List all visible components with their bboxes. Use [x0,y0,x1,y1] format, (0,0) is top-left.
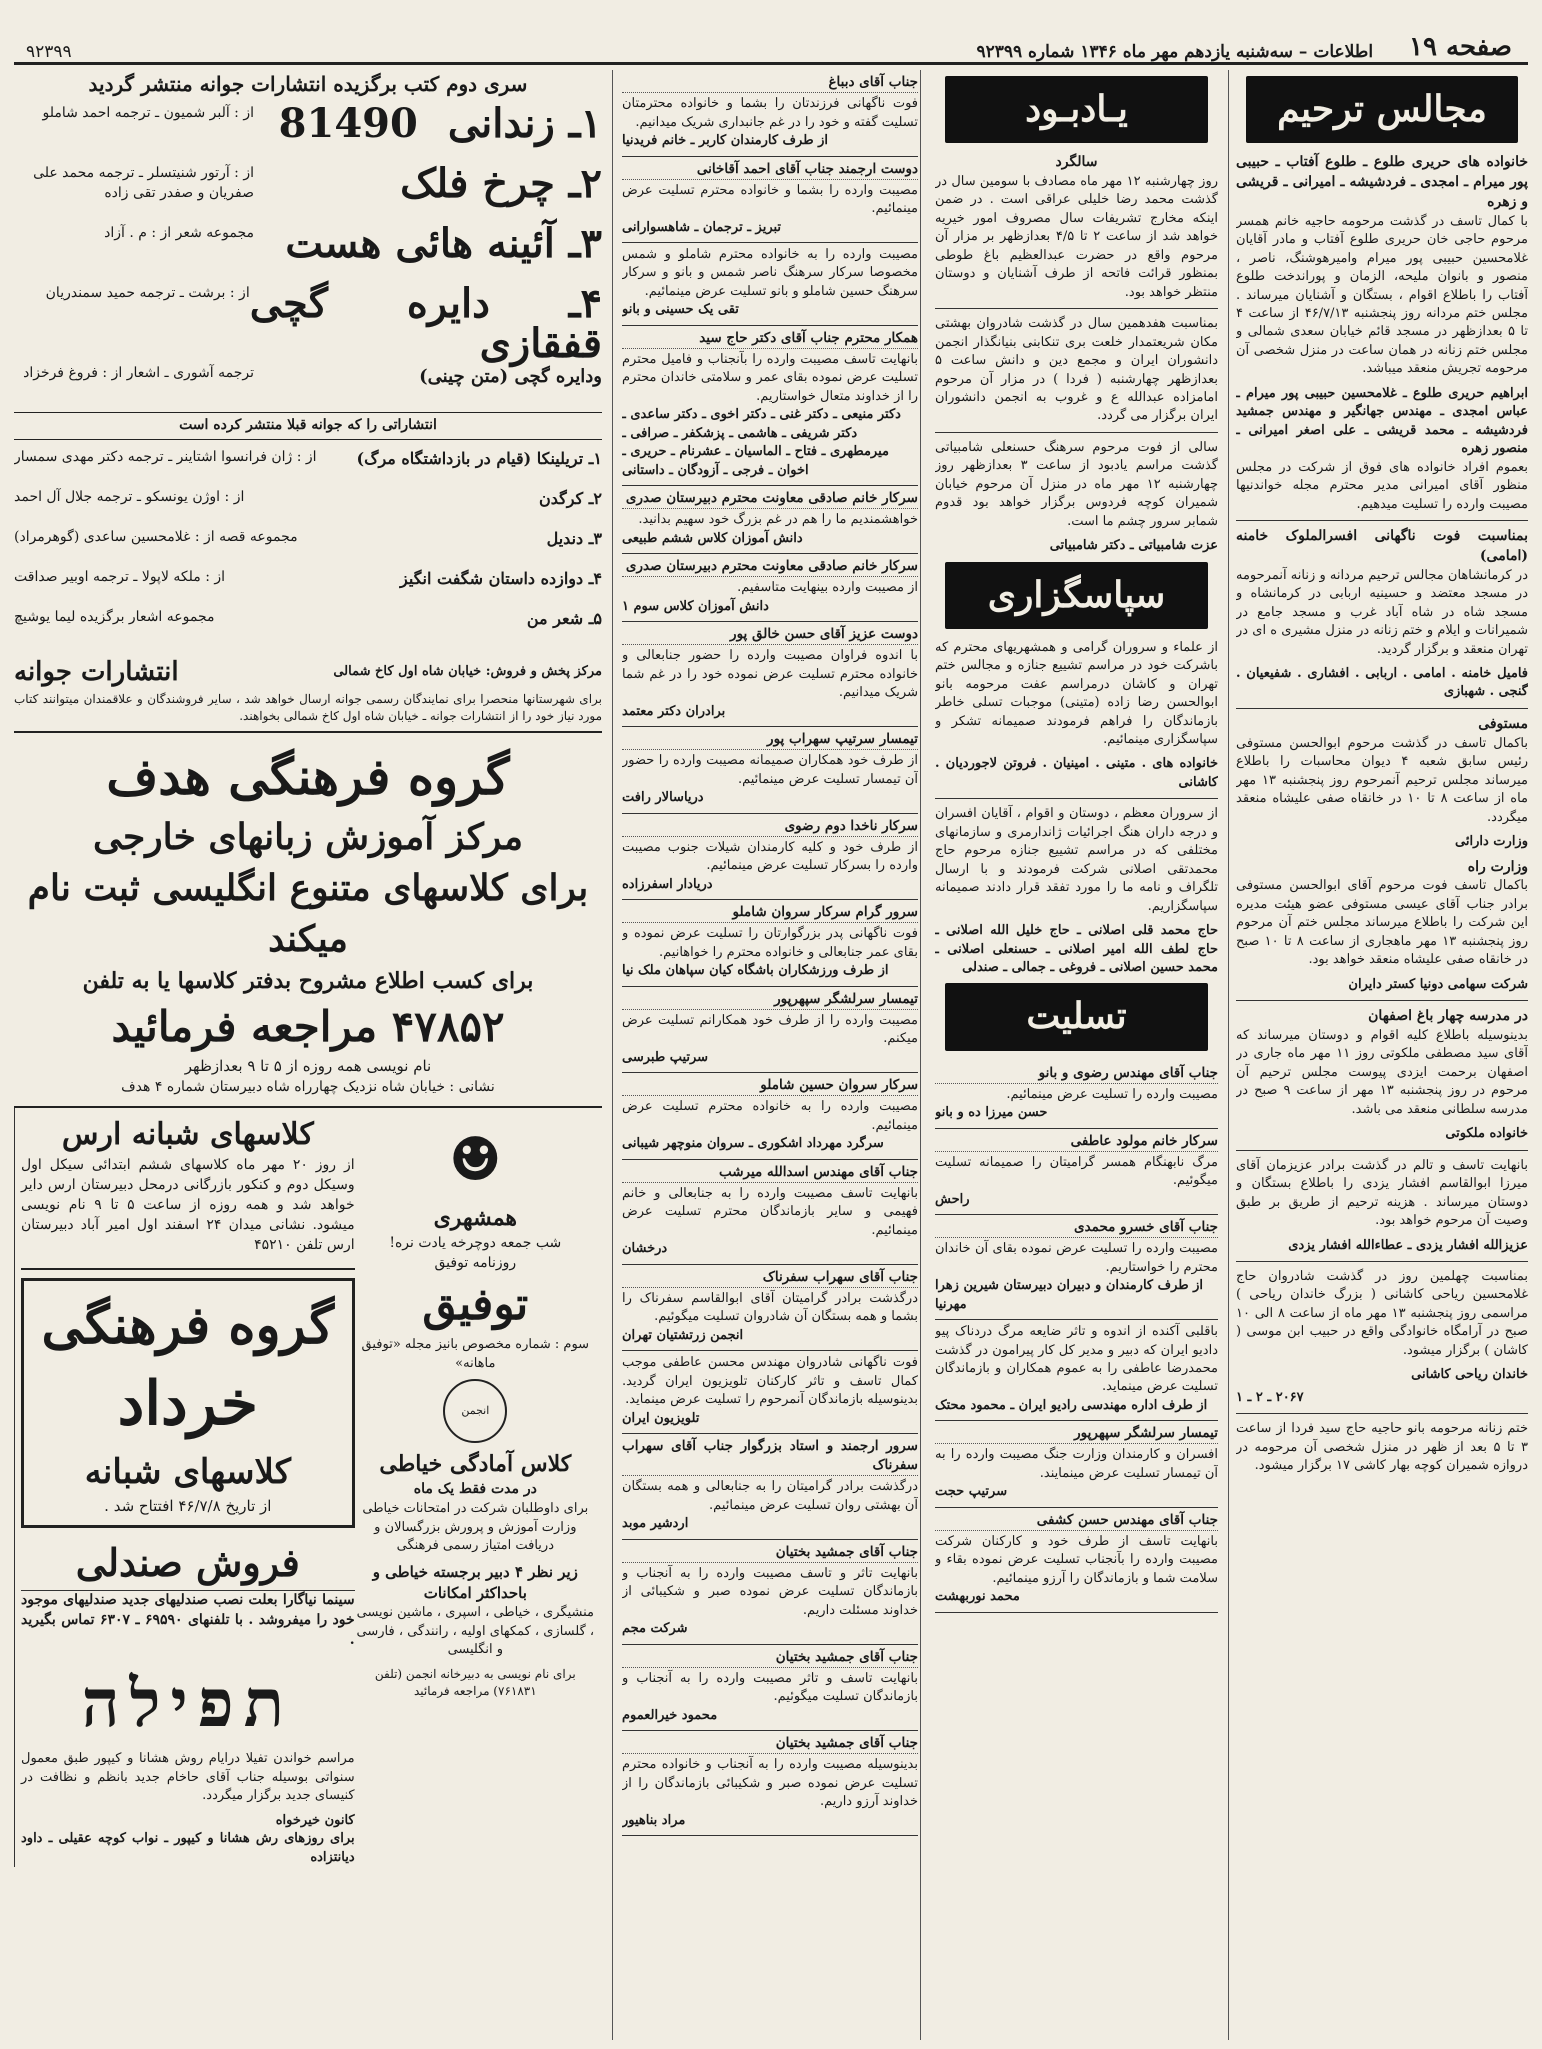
notice-signature: اردشیر موبد [622,1516,689,1532]
notice-text: فوت ناگهانی شادروان مهندس محسن عاطفی موجب کمال تاسف و تاثر کارکنان تلویزیون ایران گردید. بدینوسیله بازماندگان آنمرحوم را تسلیت عرض مینماید. [622,1355,918,1408]
notice-title: سرور گرام سرکار سروان شاملو [622,903,918,923]
notice-title: بمناسبت فوت ناگهانی افسرالملوک خامنه (امامی) [1236,527,1528,564]
book-code: 81490 [278,100,418,148]
column-rule [612,70,613,2040]
hadaf-phone: ۴۷۸۵۲ مراجعه فرمائید [111,1001,505,1051]
notice-text: بانهایت تاسف مصیبت وارده را بآنجناب و فامیل محترم تسلیت عرض نموده بقای عمر و سلامتی خاندان محترم را از خداوند متعال خواستاریم. [622,352,918,404]
society-seal: انجمن [443,1379,507,1443]
notice-signature: از طرف کارمندان کاربر ـ خانم فریدنیا [622,133,828,149]
tfila-text: مراسم خواندن تفیلا درایام روش هشانا و کیپور طبق معمول سنواتی بوسیله جناب آقای حاخام جدید بانظم و نظافت در کنیسای جدید برگزار میگردد. [21,1751,355,1804]
book-author: ترجمه آشوری ـ اشعار از : فروغ فرخزاد [23,365,254,382]
notice-text: سالی از فوت مرحوم سرهنگ حسنعلی شامبیاتی گذشت مراسم یادبود از ساعت ۳ بعدازظهر روز چهارشنبه ۱۲ مهر ماه در منزل آن مرحوم خیابان شمیران کوچه فردوس برگزار خواهد بود قدوم شمابر سرور چشم ما است. [935,439,1218,529]
notice-title: سرور ارجمند و استاد بزرگوار جناب آقای سهراب سفرناک [622,1437,918,1476]
book-author: از : آلبر شمیون ـ ترجمه احمد شاملو [42,105,254,122]
publisher-logo: انتشارات جوانه [14,657,179,688]
notice-signature: راحش [935,1191,970,1207]
notice-text: در کرمانشاهان مجالس ترحیم مردانه و زنانه آنمرحومه در مسجد معتضد و حسینیه اربابی در کرمانشاه و مسجد شاه در شاه آباد غرب و مسجد جامع در شمیرانات و ایلام و ختم زنانه در منزل مشیری ه ای در تهران منعقد و برگزار گردید. [1236,567,1528,657]
aras-ad [21,1108,355,1270]
notice-text: با اندوه فراوان مصیبت وارده را حضور جنابعالی و خانواده محترم تسلیت عرض نموده خود را در غم شما شریک میدانیم. [622,648,918,701]
notice-signature: محمد نوربهشت [935,1589,1020,1605]
book-title: ۴ـ دایره گچی قفقازی [249,280,602,368]
book-title: ودایره گچی (متن چینی) [419,366,602,388]
notice-text: باکمال تاسف فوت مرحوم آقای ابوالحسن مستوفی برادر جناب آقای عیسی مستوفی عضو هیئت مدیره این شرکت را باطلاع میرساند مجلس ختم آن مرحوم روز پنجشنبه ۱۳ مهر ماهجاری از ساعت ۸ تا ۱۰ صبح در خانقاه صفی علیشاه منعقد خواهد بود. [1236,878,1528,968]
chair-sale-title: فروش صندلی [21,1536,355,1591]
notice-signature: تلویزیون ایران [622,1410,700,1426]
notice-text: از طرف خود همکاران صمیمانه مصیبت وارده را حضور آن تیمسار تسلیت عرض مینمائیم. [622,753,918,787]
column-ads [14,70,602,2040]
notice-text: با کمال تاسف در گذشت مرحومه حاجیه خانم همسر مرحوم حاجی خان حریری طلوع آفتاب و مادر آقایان غلامحسین حبیبی پور میرام وامیرهوشنگ، ناصر ، منصور و بانوان ملیحه، الزمان و پوراندخت طلوع آفتاب را باطلاع اقوام ، بستگان و آشنایان میرساند . مجلس ختم مردانه روز پنجشنبه ۴۶/۷/۱۳ از ساعت ۴ تا ۵ بعدازظهر در مسجد قائم خیابان سعدی شمالی و مجلس ختم زنانه در همان ساعت در منزل شخصی آن مرحومه تجریش منعقد میباشد. [1236,213,1528,377]
tofigh-line2: روزنامه توفیق [434,1254,517,1271]
notice-title: جناب آقای جمشید بختیان [622,1648,918,1668]
tfila-ad [21,1657,355,1867]
book-title: ۳ـ آئینه هائی هست [285,220,602,268]
notice-text: از طرف خود و کلیه کارمندان شیلات جنوب مصیبت وارده را بسرکار تسلیت عرض مینمائیم. [622,839,918,874]
notice-title: جناب آقای جمشید بختیان [622,1734,918,1754]
notice-signature: از طرف اداره مهندسی رادیو ایران ـ محمود محتک [935,1397,1208,1413]
notice-text: خواهشمندیم ما را هم در غم بزرگ خود سهیم بدانید. [638,512,918,528]
notice-title: جناب آقای مهندس رضوی و بانو [935,1064,1218,1084]
notice-signature: حاج محمد قلی اصلانی ـ حاج خلیل الله اصلانی ـ حاج لطف الله امیر اصلانی ـ حسنعلی اصلانی ـ محمد حسین اصلانی ـ فروغی ـ جمالی ـ صندلی [935,923,1218,975]
section-banner-memorial: مجالس ترحیم [1246,76,1518,143]
newspaper-info: اطلاعات – سه‌شنبه یازدهم مهر ماه ۱۳۴۶ شماره ۹۲۳۹۹ [976,42,1374,62]
column-remembrance [935,70,1218,2040]
notice-signature: حسن میرزا ده و بانو [935,1105,1048,1121]
notice-signature: سرتیپ طبرسی [622,1049,709,1065]
notice-title: جناب آقای خسرو محمدی [935,1218,1218,1238]
book-author: از : برشت ـ ترجمه حمید سمندریان [45,285,250,302]
khayati-feature: زیر نظر ۴ دبیر برجسته خیاطی و باحداکثر امکانات [372,1562,578,1602]
notice-signature: خانواده ملکوتی [1445,1126,1528,1142]
notice-title: سرکار خانم صادقی معاونت محترم دبیرستان صدری [622,489,918,509]
notice-text: از مصیبت وارده بینهایت متاسفیم. [737,580,918,596]
aras-title: کلاسهای شبانه ارس [61,1116,314,1152]
page-number: صفحه ۱۹ [1409,32,1512,62]
tofigh-subtitle: سوم : شماره مخصوص بانیز مجله «توفیق ماهانه» [361,1337,590,1371]
book-author: مجموعه شعر از : م . آزاد [104,225,254,242]
notice-signature: سرتیپ حجت [935,1484,1008,1500]
notice-text: بانهایت تاسف و تالم در گذشت برادر عزیزمان آقای میرزا ابوالقاسم افشار یزدی را باطلاع بستگان و دوستان میرساند . هزینه ترحیم از طریق بر طبق وصیت آن مرحوم خواهد بود. [1236,1157,1528,1229]
notice-title: سرکار خانم مولود عاطفی [935,1132,1218,1152]
notice-text: فوت ناگهانی فرزندتان را بشما و خانواده محترمتان تسلیت گفته و خود را در غم جانبداری شریک میدانیم. [622,96,918,130]
notice-text: بانهایت تاسف و تاثر مصیبت وارده را به آنجناب و بازماندگان تسلیت میگوئیم. [622,1670,918,1705]
notice-text: مرگ نابهنگام همسر گرامیتان را صمیمانه تسلیت میگوئیم. [935,1154,1218,1189]
hamshahri-mascot-icon: ☻ [448,1124,503,1195]
notice-signature: عزت شامبیاتی ـ دکتر شامبیاتی [1049,538,1218,554]
notice-title: دوست ارجمند جناب آقای احمد آقاخانی [622,160,918,180]
notice-text: بانهایت تاسف از طرف خود و کارکنان شرکت مصیبت وارده را بآنجناب تسلیت عرض نموده بقاء و سلامت شما و بازماندگان را آرزو مینمائیم. [935,1534,1218,1586]
notice-signature: برادران دکتر معتمد [622,703,726,719]
books-previous-heading: انتشاراتی را که جوانه قبلا منتشر کرده است [14,412,602,440]
notice-text: مصیبت وارده را به خانواده محترم شاملو و شمس مخصوصا سرکار سرهنگ ناصر شمس و بانو و سرکار سرهنگ حسین شاملو و بانو تسلیت عرض مینمائیم. [622,247,918,299]
notice-signature: دریاسالار رافت [622,790,704,806]
khordad-name: خرداد [117,1369,258,1440]
notice-signature: تقی یک حسینی و بانو [622,302,739,318]
notice-signers: ابراهیم حریری طلوع ـ غلامحسین حبیبی پور میرام ـ عباس امجدی ـ مهندس جهانگیر و مهندس جمشید فردشیشه ـ محمد قریشی ـ علی اصغر امیرانی ـ منصور زهره [1236,385,1528,457]
notice-title: دوست عزیز آقای حسن خالق پور [622,625,918,645]
books-ad [14,70,602,733]
notice-text: مصیبت وارده را بشما و خانواده محترم تسلیت عرض مینمائیم. [622,182,918,217]
notice-text: بدینوسیله مصیبت وارده را به آنجناب و خانواده محترم تسلیت عرض نموده صبر و شکیبائی بازماندگان را از خداوند آرزو داریم. [622,1757,918,1810]
tfila-signature: کانون خیرخواه [275,1812,355,1828]
notice-title: جناب آقای دبباغ [622,73,918,93]
notice-text: باکمال تاسف در گذشت مرحوم ابوالحسن مستوفی رئیس سابق شعبه ۴ دیوان محاسبات را باطلاع میرساند مجلس ترحیم آنمرحوم روز پنجشنبه ۱۳ مهر ماه از ساعت ۸ تا ۱۰ در خانقاه صفی علیشاه منعقد میگردد. [1236,735,1528,825]
hadaf-info: برای کسب اطلاع مشروح بدفتر کلاسها یا به تلفن [82,967,534,994]
book-author: از : ژان فرانسوا اشتاینر ـ ترجمه دکتر مهدی سمسار [14,449,317,466]
hadaf-time: نام نویسی همه روزه از ۵ تا ۹ بعدازظهر [184,1057,432,1076]
aras-text: از روز ۲۰ مهر ماه کلاسهای ششم ابتدائی سیکل اول وسیکل دوم و کنکور بازرگانی درمحل دبیرستان ارس دایر خواهد شد و همه روزه از ساعت ۵ تا ۹ نام نویسی میشود. نشانی میدان ۲۴ اسفند اول امیر آباد دبیرستان ارس تلفن ۴۵۲۱۰ [21,1157,355,1253]
notice-signature: خانواده های . متینی . امینیان . فروتن لاجوردیان . کاشانی [935,756,1218,790]
page-header [14,10,1528,65]
notice-signature: شرکت سهامی دونیا کستر دایران [1348,976,1528,992]
notice-signature: فامیل خامنه . امامی . اربابی . افشاری . شفیعیان . گنجی . شهبازی [1236,666,1528,700]
notice-title: خانواده های حریری طلوع ـ طلوع آفتاب ـ حبیبی پور میرام ـ امجدی ـ فردشیشه ـ امیرانی ـ قریشی و زهره [1236,154,1528,210]
notice-title: جناب آقای مهندس اسدالله میرشب [622,1163,918,1183]
notice-signature: انجمن زرتشتیان تهران [622,1327,744,1343]
book-title: ۲ـ چرخ فلک [400,160,602,208]
notice-title: سالگرد [1055,154,1098,171]
khayati-title: کلاس آمادگی خیاطی [379,1451,572,1478]
book-author: مجموعه اشعار برگزیده لیما یوشیچ [14,609,215,626]
notice-signature: از طرف کارمندان و دبیران دبیرستان شیرین زهرا مهرنیا [935,1278,1204,1312]
hadaf-ad [14,733,602,1107]
issue-serial: ۹۲۳۹۹ [26,42,72,62]
notice-signature: تبریز ـ ترجمان ـ شاهسوارانی [622,219,782,235]
notice-text: از سروران معظم ، دوستان و اقوام ، آقایان افسران و درجه داران هنگ اجرائیات ژاندارمری و سازمانهای مختلفی که در مراسم تشییع جنازه مرحوم حاج محمدتقی اصلانی شرکت فرمودند و با ارسال تلگراف و نامه ما را مورد تفقد قرار دادند صمیمانه سپاسگزاریم. [935,806,1218,914]
book-author: از : آرتور شنیتسلر ـ ترجمه محمد علی صفریان و صفدر تقی زاده [33,165,254,202]
hamshahri-caption: همشهری [433,1204,518,1231]
notice-title: جناب آقای سهراب سفرناک [622,1268,918,1288]
tfila-hebrew-title: תפילה [81,1663,294,1742]
hadaf-subtitle2: برای کلاسهای متنوع انگلیسی ثبت نام میکند [27,867,589,961]
book-title: ۱ـ زندانی [447,100,602,148]
notice-signature: خاندان ریاحی کاشانی [1411,1367,1528,1383]
notice-title: تیمسار سرلشگر سپهرپور [622,990,918,1010]
notice-signature: دانش آموزان کلاس ششم طبیعی [622,530,803,546]
hadaf-address: نشانی : خیابان شاه نزدیک چهارراه شاه دبیرستان شماره ۴ هدف [121,1078,495,1095]
khayati-text: برای داوطلبان شرکت در امتحانات خیاطی وزارت آموزش و پرورش بزرگسالان و دریافت امتیاز رسمی فرهنگی [362,1501,589,1554]
books-headline: سری دوم کتب برگزیده انتشارات جوانه منتشر گردید [88,72,528,96]
notice-text: روز چهارشنبه ۱۲ مهر ماه مصادف با سومین سال در گذشت محمد رضا خلیلی عراقی است . در ضمن اینکه مخارج تشریفات سال مصروف امور خیریه خواهد شد از ساعت ۲ تا ۴/۵ بعدازظهر بر مزار آن مرحوم واقع در حضرت عبدالعظیم باغ طوطی بمنظور قرائت فاتحه از طرف آشنایان و دوستان منتظر خواهد بود. [935,173,1218,300]
notice-signature: دریادار اسفرزاده [622,876,713,892]
notice-text: مصیبت وارده را تسلیت عرض مینمائیم. [1006,1086,1218,1102]
notice-signature: دانش آموزان کلاس سوم ۱ [622,598,769,614]
notice-signature: از طرف ورزشکاران باشگاه کیان سپاهان ملک نیا [622,963,889,979]
notice-title: جناب آقای مهندس حسن کشفی [935,1511,1218,1531]
notice-text: بعموم افراد خانواده های فوق از شرکت در مجلس منظور آقای امیرانی مدیر محترم مجله خواندنیها مصیبت وارده را تسلیت میدهیم. [1236,459,1528,512]
notice-text: مصیبت وارده را تسلیت عرض نموده بقای آن خاندان محترم را خواستاریم. [935,1241,1218,1275]
distribution-note: برای شهرستانها منحصرا برای نمایندگان رسمی جوانه ارسال خواهد شد ، سایر فروشندگان و علاقمندان میتوانند کتاب مورد نیاز خود را از انتشارات جوانه ـ خیابان شاه اول کاخ شمالی بخواهند. [14,692,602,724]
khordad-ad [21,1278,355,1529]
section-banner-remembrance: یـادبـود [945,76,1208,143]
column-rule [1228,70,1229,2040]
notice-title: سرکار سروان حسین شاملو [622,1076,918,1096]
notice-text: از علماء و سروران گرامی و همشهریهای محترم که باشرکت خود در مراسم تشییع جنازه و مجالس ختم تهران و کاشان درمراسم عفت مرحومه بانو ابوالحسن رضا زاده (متینی) موجبات تسلی خاطر بازماندگان را فراهم فرمودند صمیمانه تشکر و سپاسگزاری مینمائیم. [935,639,1218,747]
notice-signature: محمود خیرالعموم [622,1707,718,1723]
book-title: ۵ـ شعر من [526,609,602,629]
book-author: مجموعه قصه از : غلامحسین ساعدی (گوهرمراد) [14,529,298,546]
notice-text: مصیبت وارده را به خانواده محترم تسلیت عرض مینمائیم. [622,1099,918,1133]
column-rule [920,70,921,2040]
notice-text: بانهایت تاسف مصیبت وارده را به جنابعالی و خانم فهیمی و سایر بازماندگان محترم تسلیت عرض مینمائیم. [622,1186,918,1238]
notice-text: بمناسبت چهلمین روز در گذشت شادروان حاج غلامحسین ریاحی کاشانی ( بزرگ خاندان ریاحی ) مراسمی روز پنجشنبه ۱۳ مهر ماه از ساعت ۸ الی ۱۰ صبح در آرامگاه خانوادگی واقع در حبیب ابن موسی ( کاشان ) برگزار میشود. [1236,1268,1528,1358]
book-author: از : اوژن یونسکو ـ ترجمه جلال آل احمد [14,489,245,506]
notice-title: در مدرسه چهار باغ اصفهان [1368,1008,1528,1025]
book-author: از : ملکه لاپولا ـ ترجمه اوبیر صداقت [14,569,226,586]
chair-sale-text: سینما نیاگارا بعلت نصب صندلیهای جدید صندلیهای موجود خود را میفروشد . با تلفنهای ۶۹۵۹۰ ـ ۶۳۰۷ تماس بگیرید . [21,1592,355,1648]
book-title: ۱ـ تریلینکا (قیام در بازداشتگاه مرگ) [356,449,602,469]
notice-code: ۲۰۶۷ ـ ۲ ـ ۱ [1236,1389,1304,1405]
column-memorial [1236,70,1528,2040]
notice-text: ختم زنانه مرحومه بانو حاجیه حاج سید فردا از ساعت ۳ تا ۵ بعد از ظهر در منزل شخصی آن مرحومه در دروازه شمیران کوچه بهار کاشی ۱۷ برگزار میشود. [1236,1421,1528,1474]
notice-text: بمناسبت هفدهمین سال در گذشت شادروان بهشتی مکان شریعتمدار خلعت بری تنکابنی بنیانگذار انجمن دانشوران ایران و مجمع دین و دانش ساعت ۵ بعدازظهر چهارشنبه ( فردا ) در مزار آن مرحوم امامزاده عبدالله ع و غروب به انجمن دانشوران ایران برگزار می گردد. [935,316,1218,424]
notice-text: بانهایت تاثر و تاسف مصیبت وارده را به آنجناب و بازماندگان تسلیت عرض نموده صبر و شکیبائی از خداوند مسئلت داریم. [622,1565,918,1618]
notice-signature: عزیزالله افشار یزدی ـ عطاءالله افشار یزدی [1288,1237,1528,1253]
notice-text: درگذشت برادر گرامیتان آقای ابوالقاسم سفرناک را بشما و همه بستگان آن شادروان تسلیت میگوئیم. [622,1290,918,1325]
khayati-subtitle: در مدت فقط یک ماه [413,1481,537,1498]
tfila-note: برای روزهای رش هشانا و کیپور ـ نواب کوچه عقیلی ـ داود دیانتزاده [21,1831,355,1865]
notice-title: وزارت راه [1467,858,1528,875]
notice-signature: وزارت دارائی [1455,834,1528,850]
section-banner-thanks: سپاسگزاری [945,562,1208,629]
notice-signature: سرگرد مهرداد اشکوری ـ سروان منوچهر شیبانی [622,1136,884,1152]
notice-signature: شرکت مجم [622,1621,688,1637]
notice-signature: درخشان [622,1241,668,1257]
notice-title: تیمسار سرتیپ سهراب پور [622,730,918,750]
notice-title: همکار محترم جناب آقای دکتر حاج سید [622,329,918,349]
khayati-address: برای نام نویسی به دبیرخانه انجمن (تلفن ۷۶۱۸۳۱) مراجعه فرمائید [374,1666,576,1698]
notice-text: افسران و کارمندان وزارت جنگ مصیبت وارده را به آن تیمسار تسلیت عرض مینمایند. [935,1447,1218,1481]
notice-title: سرکار ناخدا دوم رضوی [622,817,918,837]
section-banner-condolence: تسلیت [945,983,1208,1050]
notice-title: سرکار خانم صادقی معاونت محترم دبیرستان صدری [622,557,918,577]
notice-title: جناب آقای جمشید بختیان [622,1543,918,1563]
notice-text: باقلبی آکنده از اندوه و تاثر ضایعه مرگ دردناک پیو دادیو ایران که دبیر و مدیر کل کار پیرامون در گذشت محمدرضا عاطفی را به عموم همکاران و بازماندگان تسلیت عرض مینماید. [935,1324,1218,1395]
hadaf-title: گروه فرهنگی هدف [106,747,510,807]
khordad-date: از تاریخ ۴۶/۷/۸ افتتاح شد . [104,1496,272,1515]
chair-sale-ad [21,1536,355,1651]
notice-title: مستوفی [1478,715,1528,732]
notice-title: تیمسار سرلشگر سپهرپور [935,1424,1218,1444]
tofigh-logo: توفیق [422,1278,529,1330]
book-title: ۳ـ دندیل [546,529,602,549]
khordad-classes: کلاسهای شبانه [84,1451,291,1492]
book-title: ۲ـ کرگدن [538,489,602,509]
notice-text: بدینوسیله باطلاع کلیه اقوام و دوستان میرساند که آقای سید مصطفی ملکوتی روز ۱۱ مهر ماه جاری در اصفهان برحمت ایزدی پیوست مجلس ترحیم آن مرحوم در روز پنجشنبه ۱۳ مهر از ساعت ۹ صبح در مدرسه سلطانی منعقد می باشد. [1236,1027,1528,1117]
notice-signature: مراد بناهیور [622,1812,686,1828]
tofigh-line1: شب جمعه دوچرخه یادت نره! [389,1235,562,1252]
column-condolences [622,70,918,2040]
notice-text: فوت ناگهانی پدر بزرگوارتان را تسلیت عرض نموده و بقای عمر جنابعالی و خانواده محترم را خواهانیم. [622,926,918,960]
notice-text: مصیبت وارده را از طرف خود همکارانم تسلیت عرض میکنم. [622,1012,918,1047]
notice-text: درگذشت برادر گرامیتان را به جنابعالی و همه بستگان آن بهشتی روان تسلیت عرض مینمائیم. [622,1479,918,1513]
hadaf-subtitle: مرکز آموزش زبانهای خارجی [93,816,523,859]
khayati-list: منشیگری ، خیاطی ، اسپری ، ماشین نویسی ، گلسازی ، کمکهای اولیه ، رانندگی ، فارسی و انگلیسی [356,1605,595,1658]
distribution-address: مرکز پخش و فروش: خیابان شاه اول کاخ شمالی [333,664,602,680]
notice-signature: دکتر منیعی ـ دکتر غنی ـ دکتر اخوی ـ دکتر ساعدی ـ دکتر شریفی ـ هاشمی ـ پزشکفر ـ صرافی ـ میرمطهری ـ فتاح ـ الماسیان ـ عشرنام ـ حریری ـ اخوان ـ فرجی ـ آزودگان ـ داستانی [622,407,901,478]
book-title: ۴ـ دوازده داستان شگفت انگیز [400,569,602,589]
khordad-title: گروه فرهنگی [41,1294,335,1356]
